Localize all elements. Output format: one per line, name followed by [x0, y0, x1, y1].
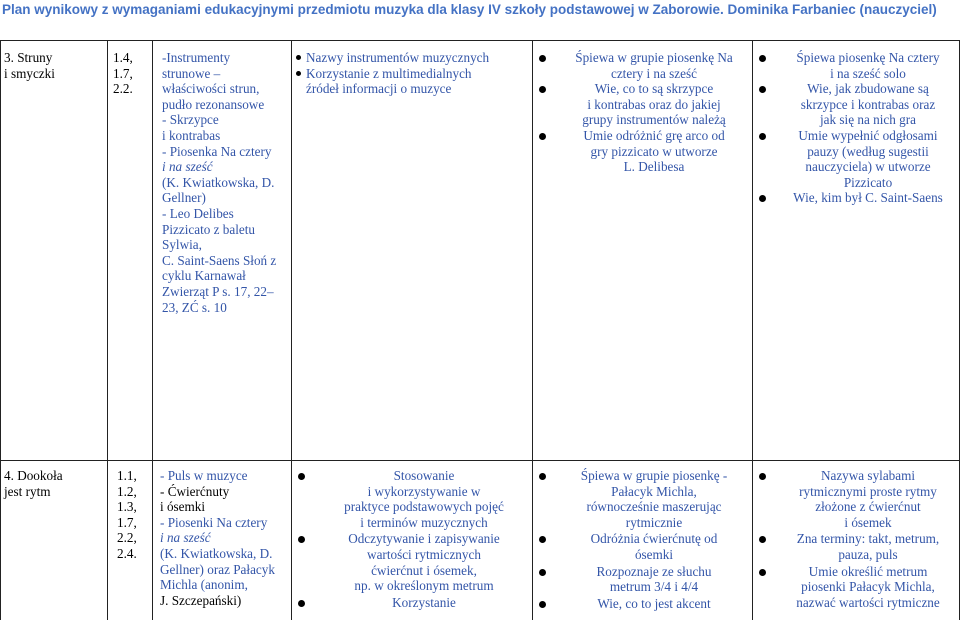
content-line: - Leo Delibes: [162, 205, 234, 221]
list-item: [757, 128, 957, 190]
list-item-text: i wykorzystywanie w: [367, 483, 481, 499]
list-item: [537, 50, 749, 81]
list-item-text: gry pizzicato w utworze: [590, 143, 718, 159]
bullet-icon: [539, 473, 546, 480]
extended-list: [757, 50, 957, 206]
bullet-icon: [539, 569, 546, 576]
topic-cell: 4. Dookoła jest rytm: [4, 468, 63, 499]
content-line: i kontrabas: [162, 127, 221, 143]
content-line: Zwierząt P s. 17, 22–: [162, 283, 274, 299]
basic-list: [537, 468, 749, 611]
column-divider: [152, 40, 153, 620]
list-item: [537, 596, 749, 612]
list-item-text: Wie, jak zbudowane są: [807, 81, 929, 97]
column-divider: [107, 40, 108, 620]
bullet-icon: [539, 86, 546, 93]
content-line: J. Szczepański): [160, 592, 242, 608]
table-border-left: [0, 40, 1, 620]
bullet-icon: [539, 536, 546, 543]
extended-requirements-cell: [757, 50, 957, 206]
list-item-text: nazwać wartości rytmiczne: [796, 594, 940, 610]
list-item-text: Rozpoznaje ze słuchu: [596, 563, 712, 579]
content-cell: [160, 468, 275, 608]
content-line: cyklu Karnawał: [162, 268, 246, 284]
list-item-text: Nazywa sylabami: [820, 468, 916, 483]
list-item: [537, 468, 749, 530]
content-cell: [162, 50, 276, 315]
list-item-text: Wie, co to jest akcent: [597, 595, 711, 611]
list-item-text: nauczyciela) w utworze: [805, 159, 931, 175]
methods-list: [296, 468, 530, 610]
list-item-text: Korzystanie: [392, 594, 456, 610]
codes-cell: 1.1, 1.2, 1.3, 1.7, 2.2, 2.4.: [117, 468, 137, 561]
content-line: Gellner) oraz Pałacyk: [160, 561, 275, 577]
methods-cell: [296, 468, 530, 611]
list-item-text: Stosowanie: [393, 468, 455, 483]
list-item: [296, 531, 530, 593]
content-line: - Piosenka Na cztery: [162, 143, 272, 159]
bullet-icon: [759, 536, 766, 543]
list-item-text: metrum 3/4 i 4/4: [609, 579, 699, 595]
list-item-text: np. w określonym metrum: [354, 578, 494, 594]
content-line: - Ćwierćnuty: [160, 483, 230, 499]
list-item: [296, 66, 530, 97]
bullet-icon: [759, 86, 766, 93]
list-item-text: złożone z ćwierćnut: [815, 499, 921, 515]
list-item-text: źródeł informacji o muzyce: [306, 81, 452, 97]
bullet-icon: [298, 600, 305, 607]
methods-cell: [296, 50, 530, 97]
list-item: [757, 50, 957, 81]
list-item-text: ósemki: [634, 546, 674, 562]
list-item-text: Zna terminy: takt, metrum,: [796, 531, 940, 547]
content-line: pudło rezonansowe: [162, 96, 265, 112]
basic-requirements-cell: [537, 468, 749, 612]
content-line: (K. Kwiatkowska, D.: [160, 545, 273, 561]
content-line: Pizzicato z baletu: [162, 221, 256, 237]
bullet-icon: [759, 133, 766, 140]
list-item-text: Odczytywanie i zapisywanie: [348, 531, 500, 547]
list-item: [296, 50, 530, 66]
methods-list: [296, 50, 530, 97]
list-item-text: Umie określić metrum: [808, 563, 928, 579]
list-item: [757, 531, 957, 562]
content-line: i na sześć: [162, 159, 213, 175]
list-item-text: i kontrabas oraz do jakiej: [587, 96, 721, 112]
bullet-icon: [759, 195, 766, 202]
content-line: właściwości strun,: [162, 81, 260, 97]
list-item: [757, 81, 957, 128]
codes-cell: 1.4, 1.7, 2.2.: [113, 50, 133, 97]
list-item-text: pauzy (według sugestii: [807, 143, 929, 159]
list-item-text: rytmicznie: [625, 514, 683, 530]
content-line: (K. Kwiatkowska, D.: [162, 174, 275, 190]
bullet-icon: [759, 473, 766, 480]
list-item-text: pauza, puls: [838, 546, 898, 562]
list-item-text: rytmicznymi proste rytmy: [799, 483, 937, 499]
content-line: i na sześć: [160, 530, 211, 546]
list-item: [537, 531, 749, 562]
list-item-text: Śpiewa piosenkę Na cztery: [796, 50, 940, 65]
list-item-text: skrzypce i kontrabas oraz: [800, 96, 936, 112]
list-item: [296, 468, 530, 530]
list-item-text: Śpiewa w grupie piosenkę -: [580, 468, 728, 483]
list-item-text: piosenki Pałacyk Michla,: [801, 579, 935, 595]
column-divider: [532, 40, 533, 620]
list-item-text: cztery i na sześć: [610, 65, 698, 81]
table-border-top: [0, 40, 960, 41]
list-item-text: Odróżnia ćwierćnutę od: [590, 531, 718, 547]
list-item-text: jak się na nich gra: [820, 112, 916, 128]
list-item-text: Śpiewa w grupie piosenkę Na: [575, 50, 733, 65]
content-line: Michla (anonim,: [160, 577, 248, 593]
content-line: i ósemki: [160, 499, 206, 515]
column-divider: [752, 40, 753, 620]
list-item-text: Wie, kim był C. Saint-Saens: [793, 190, 943, 206]
list-item-text: Pizzicato: [843, 174, 893, 190]
list-item-text: wartości rytmicznych: [367, 546, 481, 562]
list-item-text: Wie, co to są skrzypce: [594, 81, 714, 97]
bullet-icon: [296, 55, 301, 60]
content-line: C. Saint-Saens Słoń z: [162, 252, 277, 268]
list-item: [757, 190, 957, 206]
list-item-text: ćwierćnut i ósemek,: [371, 562, 477, 578]
content-line: - Skrzypce: [162, 112, 219, 128]
list-item: [537, 564, 749, 595]
column-divider: [291, 40, 292, 620]
list-item-text: równocześnie maszerując: [586, 499, 722, 515]
content-line: 23, ZĆ s. 10: [162, 299, 227, 315]
basic-list: [537, 50, 749, 175]
list-item-text: i na sześć solo: [830, 65, 906, 81]
bullet-icon: [539, 133, 546, 140]
bullet-icon: [298, 536, 305, 543]
list-item: [537, 81, 749, 128]
list-item-text: Umie wypełnić odgłosami: [798, 127, 938, 143]
list-item-text: grupy instrumentów należą: [582, 112, 726, 128]
list-item-text: i ósemek: [844, 514, 892, 530]
list-item: [757, 564, 957, 611]
list-item-text: L. Delibesa: [623, 159, 685, 175]
list-item: [296, 595, 530, 611]
extended-requirements-cell: [757, 468, 957, 611]
content-line: - Piosenki Na cztery: [160, 514, 268, 530]
content-line: -Instrumenty: [162, 50, 231, 65]
list-item: [757, 468, 957, 530]
list-item: [537, 128, 749, 175]
document-header: Plan wynikowy z wymaganiami edukacyjnymi przedmiotu muzyka dla klasy IV szkoły podstawowej w Zaborowie. Dominika Farbaniec (nauczyciel): [2, 2, 937, 17]
content-line: strunowe –: [162, 65, 221, 81]
bullet-icon: [759, 569, 766, 576]
basic-requirements-cell: [537, 50, 749, 175]
bullet-icon: [759, 55, 766, 62]
content-line: Sylwia,: [162, 237, 202, 253]
list-item-text: praktyce podstawowych pojęć: [344, 499, 504, 515]
bullet-icon: [296, 71, 301, 76]
content-line: - Puls w muzyce: [160, 468, 248, 483]
row-divider: [0, 460, 960, 461]
list-item-text: Pałacyk Michla,: [611, 483, 697, 499]
content-line: Gellner): [162, 190, 206, 206]
bullet-icon: [298, 473, 305, 480]
bullet-icon: [539, 601, 546, 608]
extended-list: [757, 468, 957, 610]
list-item-text: i terminów muzycznych: [360, 514, 488, 530]
bullet-icon: [539, 55, 546, 62]
list-item-text: Korzystanie z multimedialnych: [306, 65, 472, 81]
list-item-text: Umie odróżnić grę arco od: [583, 127, 725, 143]
list-item-text: Nazwy instrumentów muzycznych: [306, 50, 490, 65]
topic-cell: 3. Struny i smyczki: [4, 50, 55, 81]
